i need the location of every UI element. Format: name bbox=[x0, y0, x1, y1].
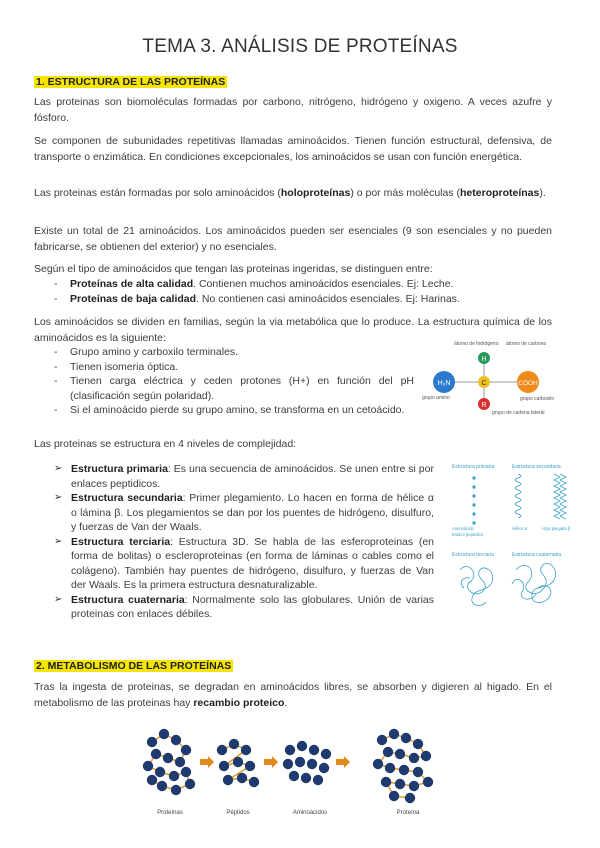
alpha-helix-icon bbox=[515, 474, 521, 518]
aminoacids-caption: Aminoácidos bbox=[292, 810, 328, 816]
peptides-caption: Péptidos bbox=[226, 810, 250, 816]
paragraph-families: Los aminoácidos se dividen en familias, según la via metabólica que lo produce. La estructura química de los aminoácidos es la siguiente: bbox=[34, 316, 552, 344]
protein-cluster-ball bbox=[175, 757, 185, 767]
paragraph-levels-intro: Las proteinas se estructura en 4 niveles de complejidad: bbox=[34, 438, 297, 450]
tertiary-caption: Estructura terciaria bbox=[452, 552, 494, 558]
protein-cluster-ball bbox=[159, 729, 169, 739]
protein-cluster-ball bbox=[157, 781, 167, 791]
protein-new-cluster-ball bbox=[413, 739, 423, 749]
list-item: ➢ Estructura cuaternaria: Normalmente solo las globulares. Unión de varias proteinas con enlaces débiles. bbox=[54, 593, 434, 622]
protein-cluster-ball bbox=[155, 767, 165, 777]
protein-new-cluster-ball bbox=[395, 749, 405, 759]
protein-new-cluster-ball bbox=[399, 765, 409, 775]
protein-new-cluster-ball bbox=[413, 767, 423, 777]
protein-cluster-ball bbox=[181, 767, 191, 777]
beta-sheet-icon bbox=[554, 474, 560, 519]
protein-cluster-ball bbox=[171, 785, 181, 795]
aminoacid-cluster-ball bbox=[295, 757, 305, 767]
paragraph-intro-quality: Según el tipo de aminoácidos que tengan las proteinas ingeridas, se distinguen entre: bbox=[34, 263, 433, 275]
protein-new-cluster-ball bbox=[373, 759, 383, 769]
helix-caption: Hélice α bbox=[512, 526, 528, 531]
list-item: ➢ Estructura secundaria: Primer plegamiento. Lo hacen en forma de hélice α o lámina β. Los plegamientos se dan por los puentes de hidrógeno, disulfuro, y fuerzas de Van der Waals. bbox=[54, 491, 434, 535]
aminoacid-caption: Aminoácido bbox=[452, 526, 474, 531]
proteins-caption: Proteínas bbox=[157, 810, 183, 816]
protein-new-cluster-ball bbox=[389, 729, 399, 739]
paragraph-essential: Existe un total de 21 aminoácidos. Los aminoácidos pueden ser esenciales (9 son esenciales y no pueden fabricarse, se obtienen del exterior) y no esenciales. bbox=[34, 225, 552, 253]
list-item: ➢ Estructura primaria: Es una secuencia de aminoácidos. Se unen entre si por enlaces peptidicos. bbox=[54, 462, 434, 491]
h2n-label: H₂N bbox=[437, 380, 451, 387]
aminoacid-cluster-ball bbox=[285, 745, 295, 755]
protein-cluster-ball bbox=[185, 779, 195, 789]
peptide-cluster-ball bbox=[245, 761, 255, 771]
protein-new-cluster-ball bbox=[395, 779, 405, 789]
r-label: R bbox=[481, 402, 487, 409]
protein-new-cluster-ball bbox=[421, 751, 431, 761]
protein-cluster-ball bbox=[163, 753, 173, 763]
section-2-heading: 2. METABOLISMO DE LAS PROTEÍNAS bbox=[36, 660, 232, 672]
peptide-cluster-ball bbox=[233, 757, 243, 767]
protein-new-cluster-ball bbox=[409, 781, 419, 791]
quaternary-structure-icon bbox=[512, 563, 556, 602]
protein-new-cluster-ball bbox=[401, 733, 411, 743]
aminoacid-cluster-ball bbox=[301, 773, 311, 783]
tertiary-structure-icon bbox=[460, 567, 493, 606]
paragraph-composition: Las proteinas son biomoléculas formadas por carbono, nitrógeno, hidrógeno y oxigeno. A veces azufre y fósforo. bbox=[34, 96, 552, 124]
structure-levels-list bbox=[54, 462, 434, 622]
protein-new-cluster-ball bbox=[405, 793, 415, 803]
hydrogen-caption: átomo de hidrógeno bbox=[454, 341, 499, 347]
list-item: - Tienen isomeria óptica. bbox=[54, 360, 414, 375]
secondary-caption: Estructura secundaria bbox=[512, 464, 561, 470]
peptide-cluster-ball bbox=[223, 775, 233, 785]
list-item: ➢ Estructura terciaria: Estructura 3D. Se habla de las esferoproteinas (en forma de bolitas) o escleroproteinas (en forma de láminas o cables como el colágeno). También hay puentes de hidrógeno, disulfuro, y fuerzas de Van der Waals. Es la primera estructura desnaturalizable. bbox=[54, 535, 434, 593]
protein-new-cluster-ball bbox=[385, 763, 395, 773]
r-caption: grupo de cadena lateral bbox=[492, 410, 545, 416]
paragraph-aminoacids: Se componen de subunidades repetitivas llamadas aminoácidos. Tienen función estructural, defensiva, de transporte o enzimática. En condiciones excepcionales, los aminoácidos se usan con función energética. bbox=[34, 135, 552, 163]
peptide-cluster-ball bbox=[237, 773, 247, 783]
aminoacid-cluster-ball bbox=[297, 741, 307, 751]
arrow-icon bbox=[264, 756, 278, 768]
aminoacid-cluster-ball bbox=[307, 759, 317, 769]
aminoacid-cluster-ball bbox=[283, 759, 293, 769]
peptide-cluster-ball bbox=[241, 745, 251, 755]
arrow-icon bbox=[336, 756, 350, 768]
carboxyl-caption: grupo carboxilo bbox=[520, 396, 555, 402]
aminoacid-cluster-ball bbox=[309, 745, 319, 755]
quality-list bbox=[54, 277, 552, 306]
h-label: H bbox=[481, 356, 487, 363]
protein-cluster-ball bbox=[147, 737, 157, 747]
protein-structures-figure bbox=[446, 460, 580, 620]
protein-new-cluster-ball bbox=[409, 753, 419, 763]
primary-caption: Estructura primaria bbox=[452, 464, 495, 470]
aa-features-list bbox=[54, 345, 414, 418]
peptide-bond-caption: Enlace peptídico bbox=[452, 532, 483, 537]
protein-cluster-ball bbox=[169, 771, 179, 781]
list-item: - Grupo amino y carboxilo terminales. bbox=[54, 345, 414, 360]
protein-new-cluster-ball bbox=[383, 747, 393, 757]
aminoacid-cluster-ball bbox=[313, 775, 323, 785]
protein-caption: Proteína bbox=[396, 810, 420, 816]
protein-new-cluster-ball bbox=[389, 791, 399, 801]
paragraph-metabolism: Tras la ingesta de proteinas, se degradan en aminoácidos libres, se absorben y digieren al higado. En el metabolismo de las proteinas hay recambio proteico. bbox=[34, 681, 552, 709]
quaternary-caption: Estructura cuaternaria bbox=[512, 552, 562, 558]
list-item: - Si el aminoácido pierde su grupo amino, se transforma en un cetoácido. bbox=[54, 403, 414, 418]
peptide-cluster-ball bbox=[229, 739, 239, 749]
protein-new-cluster-ball bbox=[377, 735, 387, 745]
protein-cluster-ball bbox=[143, 761, 153, 771]
peptide-cluster-ball bbox=[249, 777, 259, 787]
carbon-caption: átomo de carbono bbox=[506, 341, 547, 347]
protein-new-cluster-ball bbox=[381, 777, 391, 787]
peptide-cluster-ball bbox=[217, 745, 227, 755]
amino-acid-structure-diagram bbox=[422, 338, 557, 418]
protein-cluster-ball bbox=[151, 749, 161, 759]
peptide-cluster-ball bbox=[219, 761, 229, 771]
list-item: - Proteínas de baja calidad. No contienen casi aminoácidos esenciales. Ej: Harinas. bbox=[54, 292, 552, 307]
page-title: TEMA 3. ANÁLISIS DE PROTEÍNAS bbox=[142, 36, 458, 57]
protein-metabolism-figure bbox=[130, 720, 460, 820]
list-item: - Tienen carga eléctrica y ceden protones (H+) en función del pH (clasificación según polaridad). bbox=[54, 374, 414, 403]
arrow-icon bbox=[200, 756, 214, 768]
aminoacid-cluster-ball bbox=[289, 771, 299, 781]
list-item: - Proteínas de alta calidad. Contienen muchos aminoácidos esenciales. Ej: Leche. bbox=[54, 277, 552, 292]
c-label: C bbox=[481, 380, 487, 387]
aminoacid-cluster-ball bbox=[319, 763, 329, 773]
protein-cluster-ball bbox=[181, 745, 191, 755]
protein-cluster-ball bbox=[171, 735, 181, 745]
sheet-caption: Hoja plegada β bbox=[542, 526, 571, 531]
cooh-label: COOH bbox=[518, 380, 538, 387]
paragraph-holo-hetero: Las proteinas están formadas por solo aminoácidos (holoproteínas) o por más moléculas (heteroproteínas). bbox=[34, 187, 546, 199]
aminoacid-cluster-ball bbox=[321, 749, 331, 759]
amino-caption: grupo amino bbox=[422, 395, 450, 401]
protein-new-cluster-ball bbox=[423, 777, 433, 787]
section-1-heading: 1. ESTRUCTURA DE LAS PROTEÍNAS bbox=[36, 76, 226, 88]
protein-cluster-ball bbox=[147, 775, 157, 785]
